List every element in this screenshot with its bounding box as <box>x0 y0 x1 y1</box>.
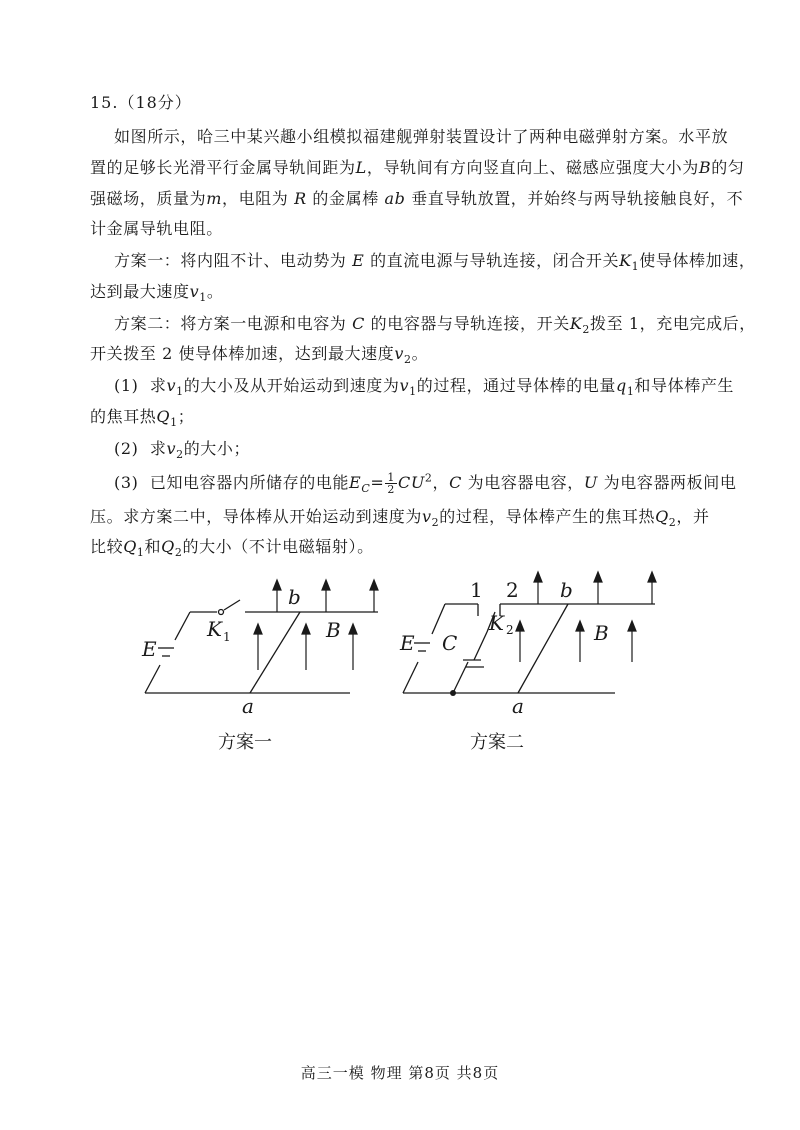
fig2-label-E: E <box>400 631 415 655</box>
fraction-denominator: 2 <box>387 483 395 496</box>
var-E: E <box>352 251 365 270</box>
sub3-text-3b: 和 <box>144 537 162 556</box>
wire-left-lower <box>403 662 418 693</box>
sub1-text-a: 求 <box>149 376 167 395</box>
var-m: m <box>206 189 222 208</box>
var-Q2: Q <box>161 537 175 556</box>
fraction-numerator: 1 <box>387 471 395 484</box>
var-C: C <box>449 473 462 492</box>
field-arrow-head <box>302 624 310 634</box>
intro-text-3a: 强磁场，质量为 <box>90 189 207 208</box>
intro-text-3b: ，电阻为 <box>221 189 289 208</box>
var-Q1: Q <box>156 407 171 426</box>
var-K2: K <box>569 314 583 333</box>
var-U: U <box>583 473 598 492</box>
var-R: R <box>294 189 307 208</box>
fig2-label-K-sub: 2 <box>506 623 514 637</box>
fig2-label-C: C <box>442 631 458 655</box>
labels-plan1 <box>141 585 341 718</box>
figure-plan1 <box>145 600 378 693</box>
var-v2-sub: 2 <box>176 448 184 462</box>
sub2-text-a: 求 <box>149 439 167 458</box>
var-Ec-sub: C <box>361 482 371 496</box>
fig2-caption: 方案二 <box>470 732 524 753</box>
var-K2-sub: 2 <box>582 323 590 337</box>
sub1-text-b: 的大小及从开始运动到速度为 <box>183 376 400 395</box>
fig1-label-E: E <box>142 637 157 661</box>
plan1-text-1b: 的直流电源与导轨连接，闭合开关 <box>370 251 620 270</box>
var-Q1: Q <box>123 537 137 556</box>
fig1-label-B: B <box>326 618 341 642</box>
var-v1-sub: 1 <box>199 291 207 305</box>
field-arrow-head <box>254 624 262 634</box>
var-Q2: Q <box>655 507 669 526</box>
rod-ab <box>518 604 568 693</box>
fig2-label-B: B <box>594 621 609 645</box>
field-arrow-head <box>594 572 602 582</box>
field-arrow-head <box>628 621 636 631</box>
fig2-label-a: a <box>512 694 524 718</box>
plan2-text-1a: 方案二：将方案一电源和电容为 <box>114 314 347 333</box>
var-Q1-sub: 1 <box>136 546 145 560</box>
sub3-text-d: 为电容器两板间电 <box>603 473 737 492</box>
intro-text-1: 如图所示，哈三中某兴趣小组模拟福建舰弹射装置设计了两种电磁弹射方案。水平放 <box>114 127 729 146</box>
equals-sign: = <box>370 473 385 492</box>
intro-text-3d: 垂直导轨放置，并始终与两导轨接触良好，不 <box>411 189 744 208</box>
sub3-text-b: ， <box>432 473 450 492</box>
plan1-text-2b: 。 <box>206 282 224 301</box>
var-v2-sub: 2 <box>404 353 412 367</box>
var-v2: v <box>394 344 404 363</box>
var-Q2-sub: 2 <box>174 546 183 560</box>
fig2-label-K: K <box>489 611 504 635</box>
intro-text-4: 计金属导轨电阻。 <box>90 219 223 238</box>
wire-left-upper <box>175 612 190 640</box>
var-q1: q <box>615 376 627 395</box>
fig2-label-2: 2 <box>506 578 519 602</box>
intro-text-2c: 的匀 <box>711 158 745 177</box>
var-CU: CU <box>397 473 425 492</box>
plan1-text-1a: 方案一：将内阻不计、电动势为 <box>114 251 347 270</box>
sub3-text-2b: 的过程，导体棒产生的焦耳热 <box>439 507 656 526</box>
intro-text-3c: 的金属棒 <box>312 189 379 208</box>
sub1-text-2a: 的焦耳热 <box>90 407 157 426</box>
junction-dot <box>450 690 456 696</box>
sub3-text-3a: 比较 <box>90 537 124 556</box>
fig1-label-b: b <box>288 585 301 609</box>
field-arrow-head <box>370 580 378 590</box>
var-v1-sub: 1 <box>409 385 417 399</box>
var-B: B <box>698 158 712 177</box>
fig1-label-a: a <box>242 694 254 718</box>
var-Q1-sub: 1 <box>170 416 178 430</box>
sub2-number: (2) <box>114 439 139 458</box>
sub3-text-a: 已知电容器内所储存的电能 <box>149 473 350 492</box>
var-C: C <box>352 314 365 333</box>
var-q1-sub: 1 <box>626 385 635 399</box>
sub3-text-3c: 的大小（不计电磁辐射）。 <box>182 537 374 556</box>
var-K1: K <box>619 251 632 270</box>
plan2-text-1b: 的电容器与导轨连接，开关 <box>370 314 570 333</box>
var-v1: v <box>166 376 177 395</box>
figure-plan2 <box>403 604 655 693</box>
labels-plan2 <box>399 578 609 718</box>
intro-text-2b: ，导轨间有方向竖直向上、磁感应强度大小为 <box>366 158 699 177</box>
var-v2-sub: 2 <box>431 516 440 530</box>
field-arrow-head <box>322 580 330 590</box>
plan2-text-2b: 。 <box>411 344 429 363</box>
fig1-caption: 方案一 <box>218 732 272 753</box>
var-v1-sub: 1 <box>176 385 184 399</box>
sub3-number: (3) <box>114 473 139 492</box>
fig2-label-b: b <box>560 578 573 602</box>
var-v2: v <box>422 507 432 526</box>
fig1-label-K-sub: 1 <box>223 630 231 644</box>
field-arrows-plan2 <box>516 572 656 662</box>
sub3-text-2c: ，并 <box>676 507 710 526</box>
var-Ec: E <box>349 473 362 492</box>
sub1-text-2b: ； <box>177 407 195 426</box>
plan2-text-2a: 开关拨至 2 使导体棒加速，达到最大速度 <box>90 344 395 363</box>
var-ab: ab <box>384 189 406 208</box>
switch-k1-blade <box>224 600 240 610</box>
sub1-text-d: 和导体棒产生 <box>634 376 735 395</box>
sub2-text-b: 的大小； <box>183 439 251 458</box>
cap-wire-upper <box>474 632 487 660</box>
var-K1-sub: 1 <box>631 260 640 274</box>
plan2-text-1c: 拨至 1，充电完成后， <box>590 314 756 333</box>
plan1-text-2a: 达到最大速度 <box>90 282 190 301</box>
field-arrow-head <box>648 572 656 582</box>
sub3-text-2a: 压。求方案二中，导体棒从开始运动到速度为 <box>90 507 423 526</box>
sub1-text-c: 的过程，通过导体棒的电量 <box>416 376 616 395</box>
var-v2: v <box>166 439 177 458</box>
intro-text-2a: 置的足够长光滑平行金属导轨间距为 <box>90 158 356 177</box>
switch-k1-pivot <box>219 610 224 615</box>
field-arrow-head <box>534 572 542 582</box>
field-arrow-head <box>273 580 281 590</box>
var-v1: v <box>399 376 410 395</box>
field-arrow-head <box>516 621 524 631</box>
wire-left-lower <box>145 665 160 693</box>
sub1-number: (1) <box>114 376 139 395</box>
cap-wire-lower <box>453 662 468 693</box>
page-footer: 高三一模 物理 第8页 共8页 <box>300 1064 500 1082</box>
sub3-text-c: 为电容器电容， <box>467 473 584 492</box>
wire-left-upper <box>432 604 445 634</box>
plan1-text-1c: 使导体棒加速， <box>639 251 756 270</box>
var-L: L <box>355 158 367 177</box>
question-number: 15.（18分） <box>90 93 192 112</box>
var-Q2-sub: 2 <box>668 516 677 530</box>
var-v1: v <box>189 282 200 301</box>
power-2: 2 <box>424 471 433 485</box>
field-arrow-head <box>576 621 584 631</box>
field-arrow-head <box>349 624 357 634</box>
fig2-label-1: 1 <box>470 578 483 602</box>
fig1-label-K: K <box>207 617 222 641</box>
